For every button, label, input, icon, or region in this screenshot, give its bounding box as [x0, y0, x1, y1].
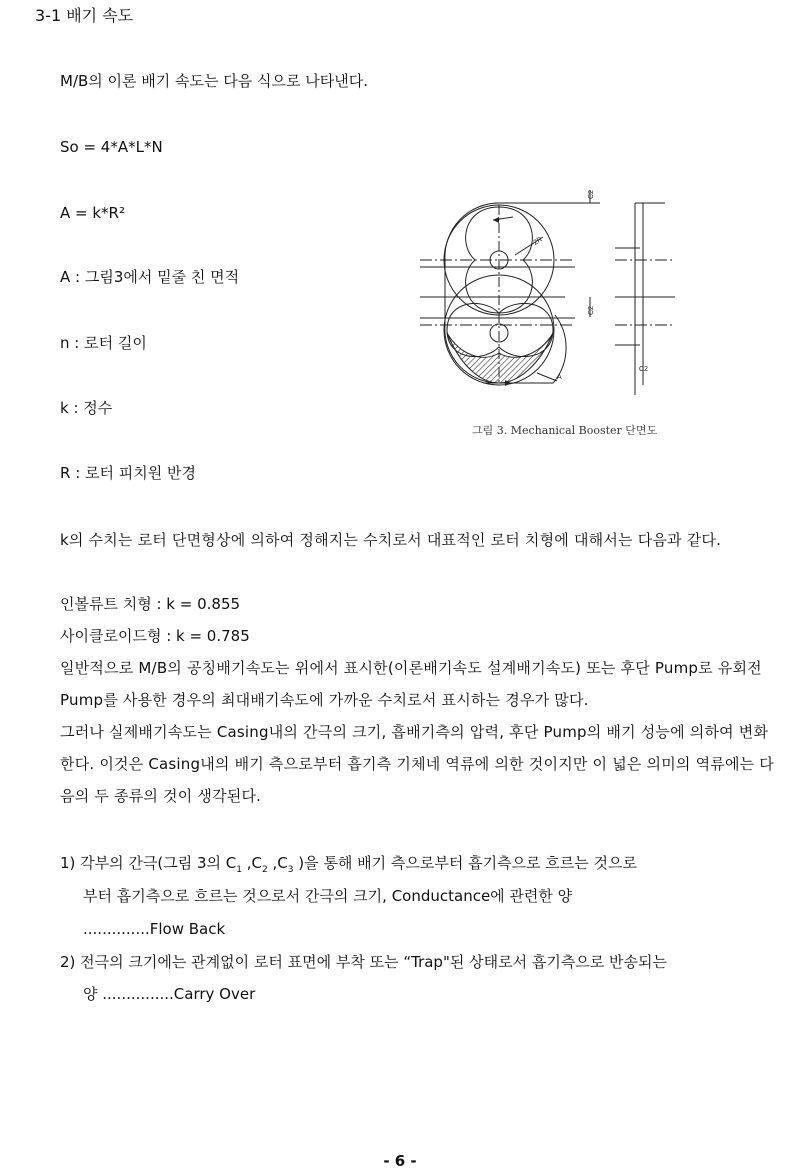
cycloid-k-value: 사이클로이드형 : k = 0.785	[60, 627, 250, 645]
paragraph-k-values: k의 수치는 로터 단면형상에 의하여 정해지는 수치로서 대표적인 로터 치형에 대해서는 다음과 같다.	[60, 531, 722, 549]
involute-k-value: 인볼류트 치형 : k = 0.855	[60, 595, 241, 613]
definition-r: R : 로터 피치원 반경	[60, 464, 196, 482]
figure-label-a: A	[557, 374, 562, 381]
list-item-2-line1: 2) 전극의 크기에는 관계없이 로터 표면에 부착 또는 “Trap"된 상태로서 흡기측으로 반송되는	[60, 953, 668, 971]
list-item-2-line2: 양 ...............Carry Over	[83, 985, 256, 1003]
figure-label-c2-top: C2	[588, 190, 595, 199]
paragraph-nominal-speed: 일반적으로 M/B의 공칭배기속도는 위에서 표시한(이론배기속도 설계배기속도) 또는 후단 Pump로 유회전 Pump를 사용한 경우의 최대배기속도에 가까운 수치로서 표시하는 경우가 많다.	[60, 659, 762, 709]
formula-a: A = k*R²	[60, 204, 125, 222]
figure-caption: 그림 3. Mechanical Booster 단면도	[472, 424, 658, 437]
definition-a: A : 그림3에서 밑줄 친 면적	[60, 268, 240, 286]
definition-k: k : 정수	[60, 399, 113, 417]
formula-so: So = 4*A*L*N	[60, 138, 163, 156]
booster-cross-section-diagram	[415, 185, 675, 405]
section-title: 3-1 배기 속도	[35, 6, 134, 25]
figure-label-c2-right: C2	[639, 366, 648, 373]
page-number: - 6 -	[383, 1152, 417, 1170]
figure-label-2r: 2R	[532, 236, 544, 247]
list-item-1-line2: 부터 흡기측으로 흐르는 것으로서 간극의 크기, Conductance에 관련한 양	[83, 887, 573, 905]
figure-label-c2-mid: C2	[588, 306, 595, 315]
definition-n: n : 로터 길이	[60, 334, 147, 352]
intro-text: M/B의 이론 배기 속도는 다음 식으로 나타낸다.	[60, 72, 368, 90]
list-item-1-line1: 1) 각부의 간극(그림 3의 $C_1$ $,C_2$ $,C_3$ )을 통해 배기 측으로부터 흡기측으로 흐르는 것으로	[60, 854, 638, 875]
list-item-1-line3: ..............Flow Back	[83, 920, 226, 938]
paragraph-actual-speed: 그러나 실제배기속도는 Casing내의 간극의 크기, 흡배기측의 압력, 후단 Pump의 배기 성능에 의하여 변화한다. 이것은 Casing내의 배기 측으로부터 흡기측 기체네 역류에 의한 것이지만 이 넓은 의미의 역류에는 다음의 두 종류의 것이 생각된다.	[60, 723, 775, 805]
